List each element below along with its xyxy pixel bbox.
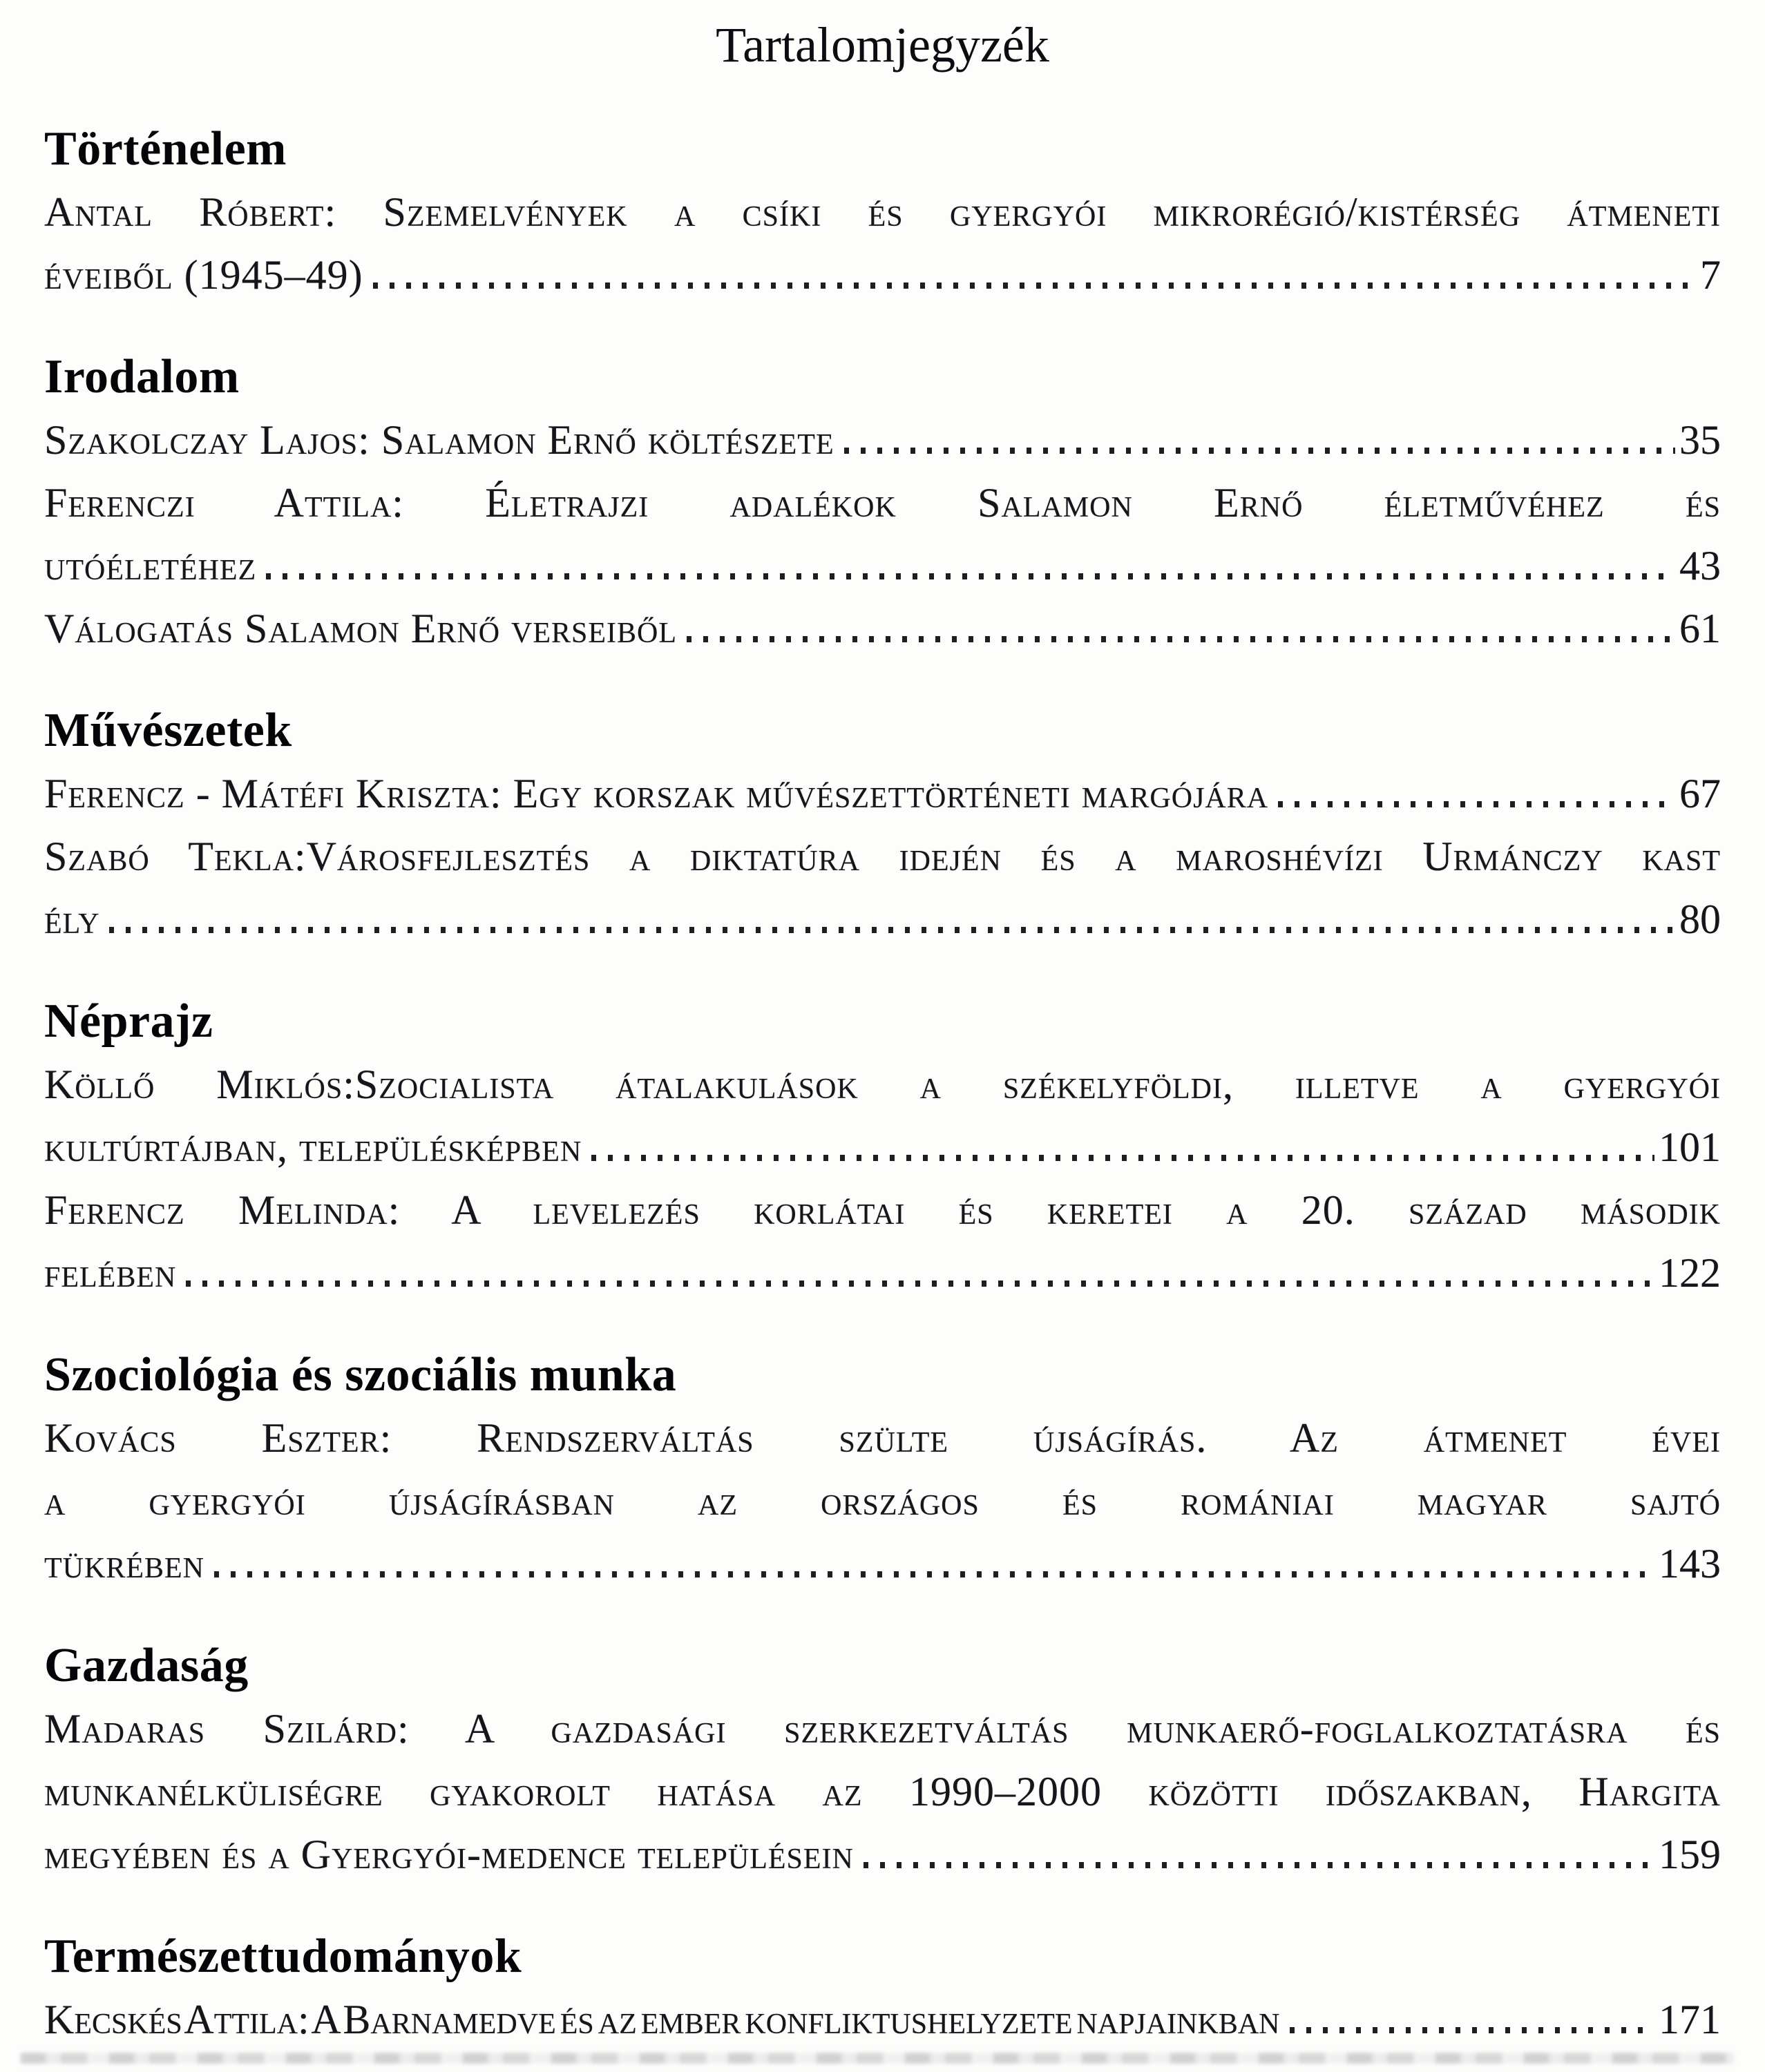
toc-entry-line: a gyergyói újságírásban az országos és romániai magyar sajtó <box>44 1478 1721 1524</box>
toc-entry-line: munkanélküliségre gyakorolt hatása az 1990–2000 közötti időszakban, Hargita <box>44 1769 1721 1814</box>
dot-leader <box>373 282 1696 289</box>
toc-entry-lastline <box>44 888 1721 951</box>
toc-entry-text: megyében és a Gyergyói-medence településein <box>44 1832 854 1877</box>
toc-entry-lastline <box>44 1533 1721 1595</box>
toc-entry <box>44 181 1721 307</box>
dot-leader <box>1278 801 1675 807</box>
dot-leader <box>844 448 1675 454</box>
page-number: 61 <box>1679 606 1721 651</box>
section-heading: Néprajz <box>44 995 213 1048</box>
toc-entry-line: Madaras Szilárd: A gazdasági szerkezetváltás munkaerő-foglalkoztatásra és <box>44 1706 1721 1752</box>
section-heading: Természettudományok <box>44 1930 522 1983</box>
toc-entry-line: Szabó Tekla:Városfejlesztés a diktatúra idején és a maroshévízi Urmánczy kast <box>44 834 1721 879</box>
section-heading: Szociológia és szociális munka <box>44 1348 677 1401</box>
section-neprajz <box>44 990 1721 1305</box>
toc-entry <box>44 1179 1721 1305</box>
toc-entry-line: Köllő Miklós:Szocialista átalakulások a székelyföldi, illetve a gyergyói <box>44 1062 1721 1107</box>
dot-leader <box>591 1155 1654 1161</box>
section-muveszetek <box>44 699 1721 951</box>
page-number: 80 <box>1679 896 1721 942</box>
toc-entry-lastline <box>44 1116 1721 1179</box>
toc-entry-text: Szakolczay Lajos: Salamon Ernő költészete <box>44 417 834 463</box>
toc-entry-text: Kecskés Attila: A Barnamedve és az ember konfliktushelyzete napjainkban <box>44 1997 1280 2042</box>
toc-entry <box>44 1053 1721 1179</box>
toc-entry <box>44 1698 1721 1886</box>
toc-entry-lastline <box>44 1823 1721 1886</box>
dot-leader <box>266 573 1675 579</box>
toc-entry-lastline <box>44 409 1721 472</box>
section-termeszettudomanyok <box>44 1925 1721 2051</box>
section-heading: Művészetek <box>44 704 292 757</box>
page-number: 122 <box>1659 1250 1721 1296</box>
section-szociologia <box>44 1343 1721 1595</box>
toc-entry-line: Kovács Eszter: Rendszerváltás szülte újságírás. Az átmenet évei <box>44 1415 1721 1461</box>
page-title: Tartalomjegyzék <box>716 17 1049 73</box>
page-number: 171 <box>1659 1997 1721 2042</box>
toc-entry-text: Ferencz - Mátéfi Kriszta: Egy korszak művészettörténeti margójára <box>44 771 1269 816</box>
section-gazdasag <box>44 1634 1721 1886</box>
section-irodalom <box>44 345 1721 660</box>
section-heading: Gazdaság <box>44 1639 249 1692</box>
dot-leader <box>214 1571 1654 1577</box>
toc-entry-text: éveiből (1945–49) <box>44 252 363 298</box>
dot-leader <box>864 1862 1654 1868</box>
toc-entry <box>44 1988 1721 2051</box>
page-number: 43 <box>1679 543 1721 588</box>
toc-entry-text: utóéletéhez <box>44 543 257 588</box>
toc-entry <box>44 597 1721 660</box>
toc-entry-lastline <box>44 1988 1721 2051</box>
dot-leader <box>186 1280 1654 1287</box>
scan-artifact-strip <box>21 2053 1734 2064</box>
toc-entry-text: kultúrtájban, településképben <box>44 1124 582 1170</box>
toc-entry-line: Antal Róbert: Szemelvények a csíki és gyergyói mikrorégió/kistérség átmeneti <box>44 189 1721 235</box>
dot-leader <box>687 636 1675 642</box>
toc-entry <box>44 762 1721 825</box>
toc-entry-lastline <box>44 535 1721 597</box>
toc-entry-line: Ferencz Melinda: A levelezés korlátai és keretei a 20. század második <box>44 1187 1721 1233</box>
toc-entry <box>44 472 1721 597</box>
page-number: 7 <box>1700 252 1721 298</box>
page-number: 35 <box>1679 417 1721 463</box>
toc-entry-lastline <box>44 1242 1721 1305</box>
dot-leader <box>109 927 1675 933</box>
page-number: 67 <box>1679 771 1721 816</box>
dot-leader <box>1290 2027 1655 2033</box>
toc-entry-lastline <box>44 244 1721 307</box>
toc-entry <box>44 1407 1721 1595</box>
toc-entry-lastline <box>44 762 1721 825</box>
toc-entry <box>44 825 1721 951</box>
page-number: 143 <box>1659 1541 1721 1586</box>
section-tortenelem <box>44 117 1721 307</box>
page-number: 101 <box>1659 1124 1721 1170</box>
toc-entry-text: felében <box>44 1250 177 1296</box>
toc-entry-text: Válogatás Salamon Ernő verseiből <box>44 606 678 651</box>
page-number: 159 <box>1659 1832 1721 1877</box>
toc-entry-lastline <box>44 597 1721 660</box>
section-heading: Történelem <box>44 122 287 175</box>
toc-entry <box>44 409 1721 472</box>
section-heading: Irodalom <box>44 350 240 403</box>
toc-entry-text: tükrében <box>44 1541 204 1586</box>
toc-entry-line: Ferenczi Attila: Életrajzi adalékok Salamon Ernő életművéhez és <box>44 480 1721 526</box>
toc-entry-text: ély <box>44 896 100 942</box>
